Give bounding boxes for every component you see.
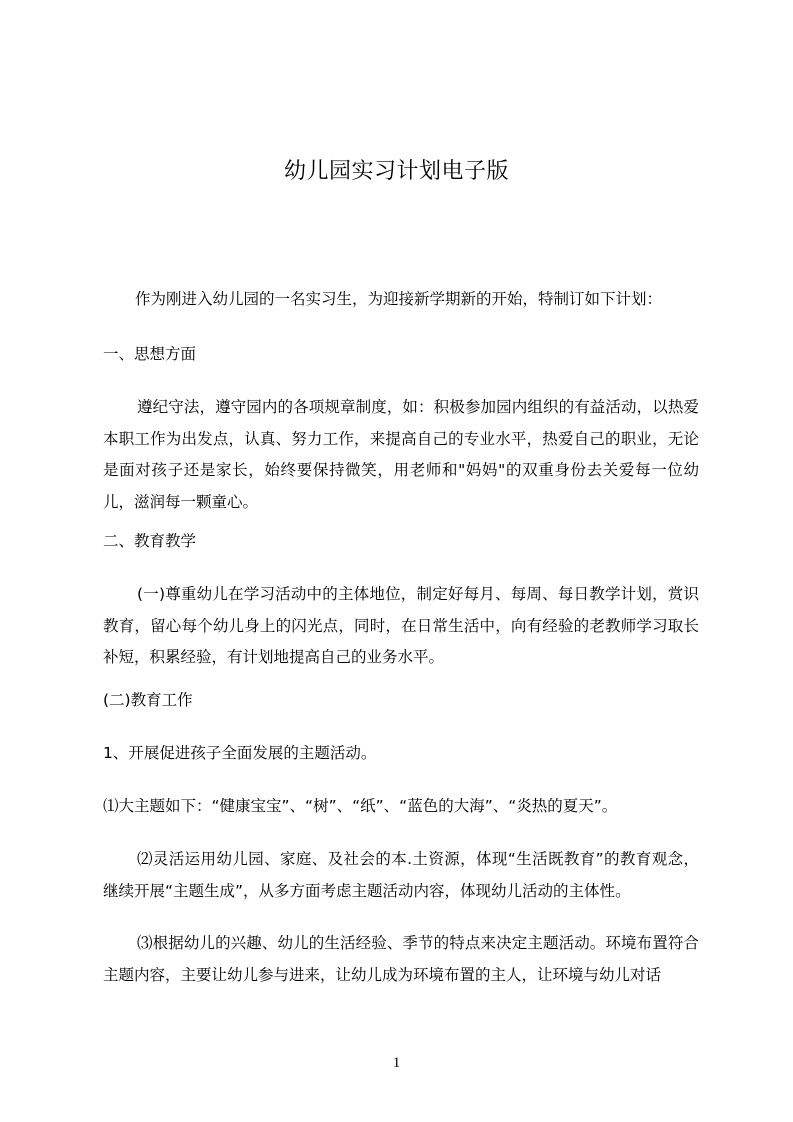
list-item-theme-activities: 1、开展促进孩子全面发展的主题活动。 (103, 744, 377, 762)
subsection-heading-education-work: (二)教育工作 (103, 691, 193, 709)
subsection-respect-children: (一)尊重幼儿在学习活动中的主体地位，制定好每月、每周、每日教学计划，赏识教育，留心每个幼儿身上的闪光点，同时，在日常生活中，向有经验的老教师学习取长补短，积累经验，有计划地提高自己的业务水平。 (103, 585, 699, 666)
intro-paragraph: 作为刚进入幼儿园的一名实习生，为迎接新学期新的开始，特制订如下计划： (135, 290, 663, 308)
section-heading-thought: 一、思想方面 (103, 345, 197, 363)
list-item-local-resources: ⑵灵活运用幼儿园、家庭、及社会的本.土资源，体现“生活既教育”的教育观念，继续开展“主题生成”，从多方面考虑主题活动内容，体现幼儿活动的主体性。 (103, 850, 699, 900)
list-item-main-themes: ⑴大主题如下：“健康宝宝”、“树”、“纸”、“蓝色的大海”、“炎热的夏天”。 (103, 797, 618, 815)
section-heading-teaching: 二、教育教学 (103, 532, 197, 550)
list-item-theme-selection: ⑶根据幼儿的兴趣、幼儿的生活经验、季节的特点来决定主题活动。环境布置符合主题内容，主要让幼儿参与进来，让幼儿成为环境布置的主人，让环境与幼儿对话 (103, 934, 699, 984)
section-body-thought: 遵纪守法，遵守园内的各项规章制度，如：积极参加园内组织的有益活动，以热爱本职工作为出发点，认真、努力工作，来提高自己的专业水平，热爱自己的职业，无论是面对孩子还是家长，始终要保持微笑，用老师和"妈妈"的双重身份去关爱每一位幼儿，滋润每一颗童心。 (103, 398, 699, 511)
page-number: 1 (392, 1055, 401, 1071)
page-title: 幼儿园实习计划电子版 (283, 158, 509, 184)
